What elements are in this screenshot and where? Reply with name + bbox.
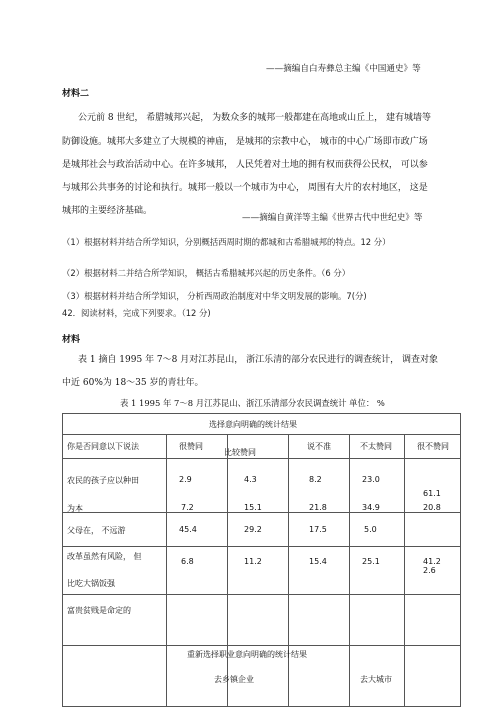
material-2-heading: 材料二	[62, 89, 90, 99]
cell-value: 15.4	[309, 557, 327, 566]
row-label-cell	[63, 513, 167, 547]
column-header: 说不准	[307, 442, 331, 451]
table-cell	[405, 459, 461, 513]
table-cell	[289, 547, 350, 595]
cell-value: 15.1	[244, 503, 262, 512]
table-cell	[228, 513, 289, 547]
header-cell	[289, 435, 350, 459]
question-2: （2）根据材料二并结合所学知识， 概括古希腊城邦兴起的历史条件。（6 分）	[62, 268, 351, 278]
cell-value: 20.8	[423, 503, 441, 512]
cell-value: 8.2	[309, 475, 322, 484]
row-label-cell	[63, 459, 167, 513]
table-cell	[350, 459, 405, 513]
material-2-line: 公元前 8 世纪， 希腊城邦兴起， 为数众多的城邦一般都建在高地或山丘上， 建有城墙等	[78, 113, 432, 123]
table-cell	[405, 513, 461, 547]
table-cell	[167, 459, 228, 513]
row-label: 比吃大锅饭强	[67, 579, 115, 588]
table-cell	[289, 513, 350, 547]
question-3: （3）根据材料并结合所学知识， 分析西周政治制度对中华文明发展的影响。7(分)	[62, 291, 367, 301]
cell-value: 25.1	[362, 557, 380, 566]
cell-value: 4.3	[244, 475, 257, 484]
footer-column: 去大城市	[360, 675, 392, 684]
header-cell	[350, 435, 405, 459]
table-cell	[167, 513, 228, 547]
column-header: 很不赞同	[417, 442, 449, 451]
material-2-line: 城邦的主要经济基础。	[62, 206, 153, 216]
question-42: 42．阅读材料，完成下列要求。（12 分)	[62, 308, 211, 318]
row-label: 为本	[67, 504, 83, 513]
table-cell	[228, 459, 289, 513]
material-2-line: 防御设施。城邦大多建立了大规模的神庙， 是城邦的宗教中心， 城市的中心广场即市政广场	[62, 137, 428, 147]
source-citation-1: ——摘编自白寿彝总主编《中国通史》等	[266, 64, 421, 74]
material-2-line: 是城邦社会与政治活动中心。在许多城邦， 人民凭着对土地的拥有权而获得公民权， 可以参	[62, 160, 428, 170]
row-label: 改革虽然有风险， 但	[67, 552, 142, 561]
row-label-cell	[63, 547, 167, 595]
column-header: 不太赞同	[360, 442, 392, 451]
cell-value: 2.9	[179, 475, 192, 484]
intro-line: 表 1 摘自 1995 年 7～8 月对江苏昆山， 浙江乐清的部分农民进行的调查统计， 调查对象	[78, 355, 438, 365]
table-cell	[350, 513, 405, 547]
table-cell	[289, 459, 350, 513]
row-label: 富贵贫贱是命定的	[67, 606, 131, 615]
table-caption: 表 1 1995 年 7～8 月江苏昆山、浙江乐清部分农民调查统计 单位： %	[120, 398, 385, 408]
cell-value: 6.8	[181, 557, 194, 566]
table-title: 选择意向明确的统计结果	[209, 420, 297, 429]
intro-line: 中近 60%为 18～35 岁的青壮年。	[62, 378, 204, 388]
table-title-cell	[63, 414, 461, 435]
table-cell	[289, 595, 350, 646]
column-header: 很赞同	[179, 442, 203, 451]
material-heading: 材料	[62, 335, 81, 345]
cell-value: 23.0	[362, 475, 380, 484]
table-cell	[228, 595, 289, 646]
cell-value: 41.2	[423, 557, 441, 566]
footer-column: 去乡镇企业	[214, 675, 254, 684]
question-1: （1）根据材料并结合所学知识，分别概括西周时期的都城和古希腊城邦的特点。12 分）	[62, 237, 391, 247]
cell-value: 7.2	[181, 503, 194, 512]
table-cell	[289, 646, 350, 707]
cell-value: 21.8	[309, 503, 327, 512]
header-cell	[405, 435, 461, 459]
source-citation-2: ——摘编自黄洋等主编《世界古代中世纪史》等	[242, 213, 423, 223]
header-cell	[63, 435, 167, 459]
cell-value: 11.2	[244, 557, 262, 566]
survey-table	[62, 413, 461, 707]
header-cell	[167, 435, 228, 459]
table-cell	[167, 547, 228, 595]
table-cell	[350, 595, 405, 646]
table-cell	[405, 595, 461, 646]
row-label: 农民的孩子应以种田	[67, 476, 139, 485]
column-header: 比较赞同	[224, 448, 256, 457]
cell-value: 29.2	[244, 525, 262, 534]
header-label: 你是否同意以下说法	[67, 442, 139, 451]
table-cell	[350, 646, 405, 707]
header-cell	[224, 435, 289, 459]
table-cell	[350, 547, 405, 595]
material-2-line: 与城邦公共事务的讨论和执行。城邦一般以一个城市为中心， 周围有大片的农村地区， 这是	[62, 183, 428, 193]
table-cell	[405, 547, 461, 595]
cell-value: 17.5	[309, 525, 327, 534]
table-cell	[214, 646, 289, 707]
row-label: 父母在， 不远游	[67, 526, 126, 535]
cell-value: 2.6	[423, 566, 436, 575]
row-label-cell	[63, 595, 167, 646]
table-cell	[405, 646, 461, 707]
table-cell	[167, 595, 228, 646]
table-cell	[228, 547, 289, 595]
cell-value: 45.4	[179, 525, 197, 534]
footer-title: 重新选择职业意向明确的统计结果	[187, 650, 307, 659]
cell-value: 34.9	[362, 503, 380, 512]
cell-value: 5.0	[364, 525, 377, 534]
cell-value: 61.1	[423, 489, 441, 498]
